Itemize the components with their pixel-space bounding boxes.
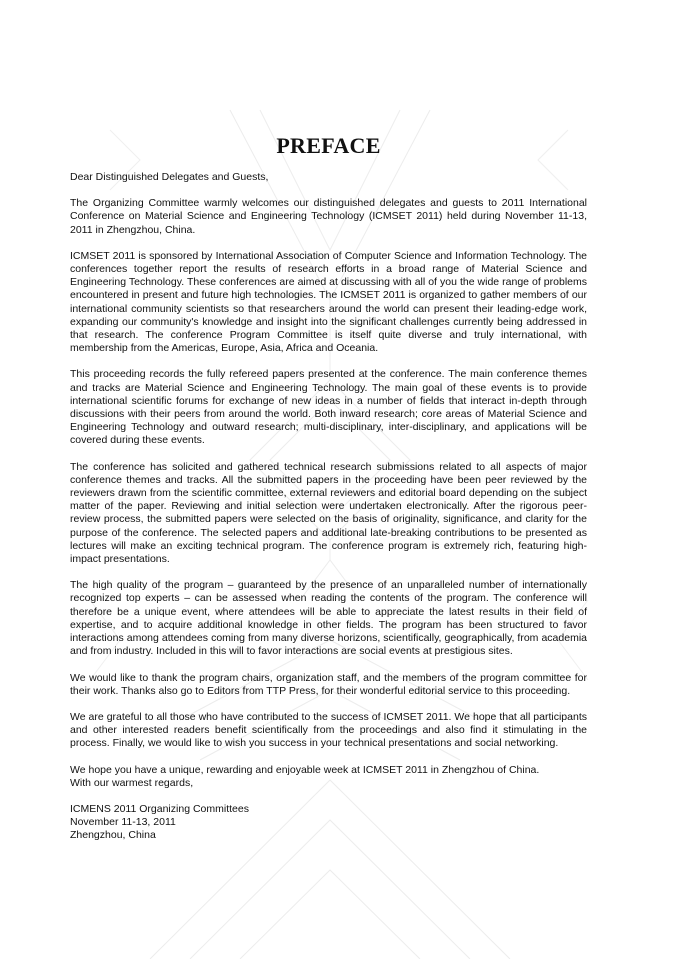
paragraph-welcome: The Organizing Committee warmly welcomes our distinguished delegates and guests to 2011 International Conference on Material Science and Engineering Technology (ICMSET 2011) held during November 11-13, 2011 in Zhengzhou, China.	[70, 197, 587, 236]
closing-line: We hope you have a unique, rewarding and enjoyable week at ICMSET 2011 in Zhengzhou of China.	[70, 763, 540, 776]
preface-content	[70, 133, 587, 843]
page-title: PREFACE	[276, 133, 381, 158]
paragraph-proceedings: This proceeding records the fully refereed papers presented at the conference. The main conference themes and tracks are Material Science and Engineering Technology. The main goal of these events is to provide international scientific forums for exchange of new ideas in a number of fields that interact in-depth through discussions with their peers from around the world. Both inward research; core areas of Material Science and Engineering Technology and outward research; multi-disciplinary, inter-disciplinary, and applications will be covered during these events.	[70, 368, 587, 447]
signature-location: Zhengzhou, China	[70, 829, 156, 842]
paragraph-acknowledgements: We would like to thank the program chairs, organization staff, and the members of the program committee for their work. Thanks also go to Editors from TTP Press, for their wonderful editorial service to this proceeding.	[70, 671, 587, 697]
paragraph-sponsorship: ICMSET 2011 is sponsored by International Association of Computer Science and Information Technology. The conferences together report the results of research efforts in a broad range of Material Science and Engineering Technology. These conferences are aimed at discussing with all of you the wide range of problems encountered in present and future high technologies. The ICMSET 2011 is organized to gather members of our international community scientists so that researchers around the world can present their leading-edge work, expanding our community's knowledge and insight into the significant challenges currently being addressed in that research. The conference Program Committee is itself quite diverse and truly international, with membership from the Americas, Europe, Asia, Africa and Oceania.	[70, 249, 587, 355]
paragraph-gratitude: We are grateful to all those who have contributed to the success of ICMSET 2011. We hope that all participants and other interested readers benefit scientifically from the proceedings and also find it stimulating in the process. Finally, we would like to wish you success in your technical presentations and social networking.	[70, 710, 587, 750]
closing-regards: With our warmest regards,	[70, 776, 194, 789]
signature-block	[70, 803, 587, 843]
signature-dates: November 11-13, 2011	[70, 816, 176, 829]
closing	[70, 764, 587, 790]
signature-organizer: ICMENS 2011 Organizing Committees	[70, 802, 249, 815]
salutation: Dear Distinguished Delegates and Guests,	[70, 171, 269, 183]
paragraph-review-process: The conference has solicited and gathered technical research submissions related to all aspects of major conference themes and tracks. All the submitted papers in the proceeding have been peer reviewed by the reviewers drawn from the scientific committee, external reviewers and editorial board depending on the subject matter of the paper. Reviewing and initial selection were undertaken electronically. After the rigorous peer-review process, the submitted papers were selected on the basis of originality, significance, and clarity for the purpose of the conference. The selected papers and additional late-breaking contributions to be presented as lectures will make an exciting technical program. The conference program is extremely rich, featuring high-impact presentations.	[70, 460, 587, 566]
paragraph-program-quality: The high quality of the program – guaranteed by the presence of an unparalleled number of internationally recognized top experts – can be assessed when reading the contents of the program. The conference will therefore be a unique event, where attendees will be able to appreciate the latest results in their field of expertise, and to acquire additional knowledge in other fields. The program has been structured to favor interactions among attendees coming from many diverse horizons, scientifically, geographically, from academia and from industry. Included in this will to favor interactions are social events at prestigious sites.	[70, 579, 587, 658]
